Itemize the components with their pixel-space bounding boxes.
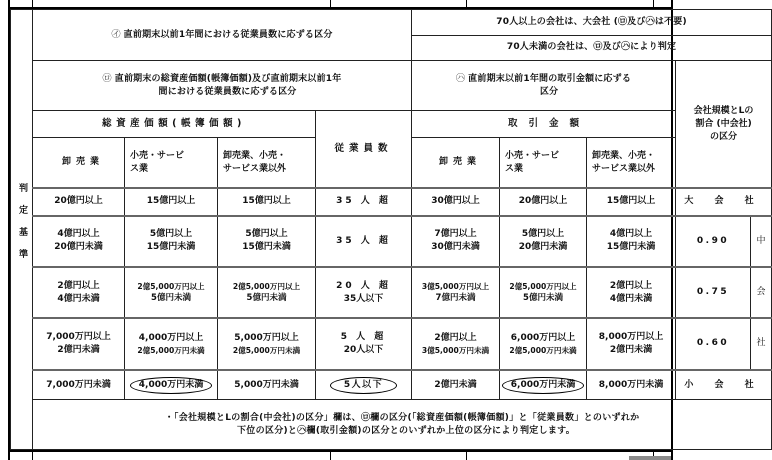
cell-value: 5人以下	[343, 379, 384, 390]
rank-header-line1: 会社規模とLの	[693, 105, 754, 116]
cell-sales-wholesale	[412, 216, 500, 267]
cell-sales-retail	[500, 267, 587, 318]
rank-header-line3: の区分	[710, 131, 738, 142]
cell-sales-retail	[500, 370, 587, 400]
company-rank-value: 大 会 社	[684, 196, 763, 207]
criteria-grid	[10, 9, 772, 450]
cell-value: 5億円未満	[151, 293, 191, 304]
col-assets-retail-l2: ス業	[130, 163, 149, 174]
cell-assets-wholesale	[33, 267, 125, 318]
cell-company-rank	[676, 188, 772, 215]
company-rank-value: 小 会 社	[684, 379, 763, 390]
cell-value: 7億円以上	[434, 229, 477, 240]
cell-value: 3億5,000万円未満	[421, 346, 490, 356]
cell-value: 2億5,000万円未満	[509, 346, 577, 356]
col-sales-retail-l1: 小売・サービ	[505, 150, 560, 161]
col-assets-wholesale	[33, 138, 125, 188]
cell-value: 4,000万円以上	[138, 332, 204, 343]
l-ratio-value: 0.90	[696, 235, 730, 246]
assets-rule-title-cell	[33, 61, 412, 111]
cell-assets-other	[218, 370, 316, 400]
table-bottom-cutoff-strip	[8, 452, 673, 460]
cell-value: 35 人 超	[336, 235, 391, 246]
cell-assets-retail	[125, 216, 218, 267]
col-assets-other-l1: 卸売業、小売・	[223, 150, 287, 161]
marker-i-icon: ㋑	[111, 29, 121, 40]
cell-value: 35 人 超	[336, 196, 391, 207]
cell-sales-wholesale	[412, 188, 500, 215]
right-rail-char-sha	[751, 318, 772, 369]
cell-value: 4億円未満	[609, 293, 653, 304]
right-rail-char-chu	[751, 216, 772, 267]
footnote-line2: 下位の区分)と㋩欄(取引金額)の区分とのいずれか上位の区分により判定します。	[237, 425, 576, 436]
table-top-cutoff-strip	[8, 0, 673, 7]
table-row	[11, 318, 772, 369]
highlight-ellipse-assets-retail	[130, 378, 212, 393]
col-assets-other-l2: サービス業以外	[223, 163, 287, 174]
cell-value: 20億円以上	[54, 196, 103, 207]
cell-value: 2億5,000万円以上	[137, 282, 205, 292]
employee-note-over-cell	[412, 10, 772, 36]
assets-group-header-cell	[33, 110, 316, 137]
assets-rule-title-line2: 間における従業員数に応ずる区分	[158, 86, 297, 97]
employee-note-over: 70人以上の会社は、大会社 (㋺及び㋩は不要)	[496, 16, 687, 27]
cell-assets-wholesale	[33, 188, 125, 215]
col-sales-retail-l2: ス業	[505, 163, 524, 174]
page-corner-mark	[629, 456, 671, 460]
right-rail-text: 中	[756, 235, 766, 246]
cell-value: 5億円未満	[246, 293, 287, 304]
footnote-line1: ・「会社規模とLの割合(中会社)の区分」欄は、㋺欄の区分(「総資産価額(帳簿価額)」と「従業員数」とのいずれか	[164, 412, 640, 423]
highlight-ellipse-sales-retail	[502, 378, 584, 393]
cell-value: 4,000万円未満	[138, 379, 204, 390]
cell-assets-wholesale	[33, 216, 125, 267]
marker-ro-icon: ㋺	[102, 73, 112, 84]
cell-value: 6,000万円未満	[510, 379, 576, 390]
table-row	[11, 267, 772, 318]
cell-sales-wholesale	[412, 370, 500, 400]
assets-rule-title-line1: 直前期末の総資産価額(帳簿価額)及び直前期末以前1年	[114, 73, 342, 84]
cell-employees	[316, 267, 412, 318]
cell-value: 30億円以上	[431, 196, 480, 207]
cell-assets-retail	[125, 188, 218, 215]
cell-value: 5億円未満	[523, 293, 563, 304]
cell-assets-retail	[125, 318, 218, 369]
table-row	[11, 370, 772, 400]
cell-assets-wholesale	[33, 370, 125, 400]
rule-titles-row	[11, 61, 772, 111]
cell-company-rank	[676, 370, 772, 400]
cell-value: 2億5,000万円以上	[232, 282, 301, 292]
cell-value: 15億円以上	[146, 196, 196, 207]
cell-assets-wholesale	[33, 318, 125, 369]
col-sales-wholesale-label: 卸売業	[439, 157, 482, 168]
cell-value: 4億円以上	[609, 229, 653, 240]
cell-value: 2億5,000万円未満	[232, 346, 301, 356]
employees-group-header-cell	[316, 110, 412, 188]
cell-assets-other	[218, 318, 316, 369]
cell-employees	[316, 318, 412, 369]
col-assets-other	[218, 138, 316, 188]
cell-sales-other	[587, 188, 676, 215]
cell-l-ratio	[676, 216, 751, 267]
cell-value: 5 人 超	[340, 331, 387, 342]
cell-sales-retail	[500, 318, 587, 369]
right-rail-text: 社	[756, 338, 766, 349]
right-rail-text: 会	[756, 287, 766, 298]
cell-value: 15億円未満	[242, 242, 291, 253]
employee-rule-title-cell	[33, 10, 412, 61]
cell-value: 20億円未満	[54, 242, 103, 253]
cell-assets-other	[218, 188, 316, 215]
sales-group-header-cell	[412, 110, 676, 137]
cell-value: 15億円未満	[146, 242, 196, 253]
footnote-cell	[33, 400, 772, 450]
cell-value: 15億円未満	[606, 242, 656, 253]
table-row	[11, 188, 772, 215]
company-size-criteria-table	[8, 7, 766, 452]
cell-value: 20人以下	[343, 345, 384, 355]
rank-header-cell	[676, 61, 772, 188]
cell-value: 5,000万円以上	[234, 332, 299, 343]
cell-employees	[316, 188, 412, 215]
cell-l-ratio	[676, 267, 751, 318]
employee-rule-title: 直前期末以前1年間における従業員数に応ずる区分	[123, 29, 333, 40]
marker-ha-icon: ㋩	[455, 73, 466, 84]
cell-sales-wholesale	[412, 267, 500, 318]
employee-note-under: 70人未満の会社は、㋺及び㋩により判定	[506, 42, 677, 53]
cell-value: 5億円以上	[245, 229, 288, 240]
left-rail-text: 判定基準	[17, 182, 27, 271]
cell-value: 2億円未満	[57, 345, 100, 355]
cell-sales-other	[587, 370, 676, 400]
cell-value: 4億円未満	[57, 293, 100, 304]
cell-sales-retail	[500, 216, 587, 267]
employee-rule-row-over	[11, 10, 772, 36]
cell-value: 15億円以上	[606, 196, 656, 207]
cell-assets-retail	[125, 370, 218, 400]
cell-value: 7億円未満	[435, 293, 476, 304]
l-ratio-value: 0.60	[696, 338, 730, 349]
cell-sales-wholesale	[412, 318, 500, 369]
cell-value: 20億円未満	[518, 242, 568, 253]
sales-rule-title-cell	[412, 61, 676, 111]
col-sales-retail-service	[500, 138, 587, 188]
cell-value: 6,000万円以上	[510, 332, 576, 343]
col-sales-other	[587, 138, 676, 188]
sales-rule-title-line2: 区分	[539, 86, 559, 97]
cell-value: 20億円以上	[518, 196, 568, 207]
cell-assets-other	[218, 267, 316, 318]
cell-l-ratio	[676, 318, 751, 369]
cell-value: 5億円以上	[149, 229, 193, 240]
table-row	[11, 216, 772, 267]
cell-value: 2億5,000万円未満	[137, 346, 205, 356]
cell-value: 3億5,000万円以上	[421, 282, 490, 292]
cell-value: 7,000万円未満	[46, 379, 111, 390]
cell-sales-other	[587, 267, 676, 318]
cell-value: 8,000万円未満	[598, 379, 664, 390]
cell-value: 5億円以上	[521, 229, 565, 240]
left-rail-label	[11, 10, 33, 450]
cell-sales-retail	[500, 188, 587, 215]
col-sales-other-l2: サービス業以外	[592, 163, 656, 174]
cell-value: 7,000万円以上	[46, 331, 111, 342]
highlight-ellipse-employees	[330, 378, 397, 393]
col-assets-wholesale-label: 卸売業	[61, 157, 104, 168]
cell-value: 20 人 超	[336, 280, 391, 291]
sales-group-header: 取引金額	[508, 118, 591, 130]
col-assets-retail-service	[125, 138, 218, 188]
col-sales-other-l1: 卸売業、小売・	[592, 150, 656, 161]
cell-value: 2億円未満	[609, 345, 653, 355]
cell-value: 2億円以上	[434, 332, 477, 343]
cell-sales-other	[587, 216, 676, 267]
employees-group-header: 従業員数	[334, 142, 393, 154]
cell-value: 2億円未満	[434, 379, 477, 390]
cell-value: 4億円以上	[57, 229, 100, 240]
rank-header-line2: 割合 (中会社)	[695, 118, 752, 129]
right-rail-char-kai	[751, 267, 772, 318]
col-sales-wholesale	[412, 138, 500, 188]
footnote-row	[11, 400, 772, 450]
cell-value: 2億円以上	[57, 280, 100, 291]
cell-value: 35人以下	[343, 293, 384, 304]
cell-employees	[316, 216, 412, 267]
assets-group-header: 総資産価額(帳簿価額)	[102, 118, 246, 130]
cell-assets-other	[218, 216, 316, 267]
cell-value: 2億5,000万円以上	[509, 282, 577, 292]
cell-value: 8,000万円以上	[598, 331, 664, 342]
cell-value: 5,000万円未満	[234, 379, 299, 390]
col-assets-retail-l1: 小売・サービ	[130, 150, 185, 161]
cell-value: 15億円以上	[242, 196, 291, 207]
group-header-row	[11, 110, 772, 137]
cell-sales-other	[587, 318, 676, 369]
cell-employees	[316, 370, 412, 400]
sales-rule-title-line1: 直前期末以前1年間の取引金額に応ずる	[468, 73, 632, 84]
l-ratio-value: 0.75	[696, 287, 730, 298]
cell-value: 2億円以上	[609, 280, 653, 291]
employee-note-under-cell	[412, 35, 772, 61]
cell-value: 30億円未満	[431, 242, 480, 253]
cell-assets-retail	[125, 267, 218, 318]
